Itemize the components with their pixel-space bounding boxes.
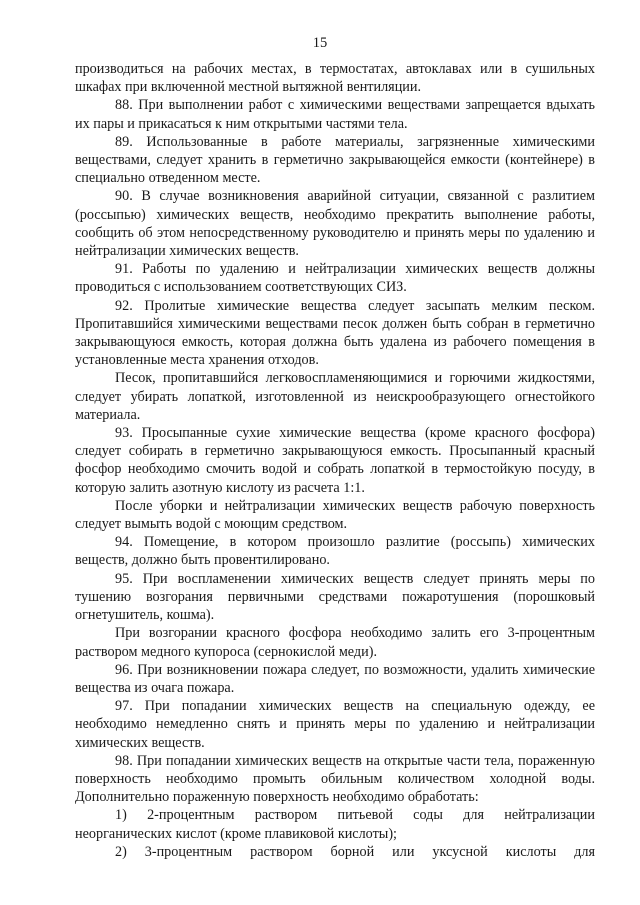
paragraph: 90. В случае возникновения аварийной ситуации, связанной с разлитием (россыпью) химических веществ, необходимо прекратить выполнение работы, сообщить об этом непосредственному руководителю и принять меры по удалению и нейтрализации химических веществ.	[75, 188, 595, 260]
paragraph: 89. Использованные в работе материалы, загрязненные химическими веществами, следует хранить в герметично закрывающейся емкости (контейнере) в специально отведенном месте.	[75, 133, 595, 187]
paragraph: 97. При попадании химических веществ на специальную одежду, ее необходимо немедленно снять и принять меры по удалению и нейтрализации химических веществ.	[75, 698, 595, 751]
paragraph: 92. Пролитые химические вещества следует засыпать мелким песком. Пропитавшийся химическими веществами песок должен быть собран в герметично закрывающуюся емкость, которая должна быть удалена из рабочего помещения в установленные места хранения отходов.	[75, 297, 595, 369]
paragraph: 94. Помещение, в котором произошло разлитие (россыпь) химических веществ, должно быть провентилировано.	[75, 534, 595, 569]
paragraph: 98. При попадании химических веществ на открытые части тела, пораженную поверхность необходимо промыть обильным количеством холодной воды. Дополнительно пораженную поверхность необходимо обработать:	[75, 752, 595, 806]
paragraph: 88. При выполнении работ с химическими веществами запрещается вдыхать их пары и прикасаться к ним открытыми частями тела.	[75, 97, 595, 132]
page-number: 15	[312, 35, 328, 51]
list-item: 1) 2-процентным раствором питьевой соды для нейтрализации неорганических кислот (кроме плавиковой кислоты);	[75, 807, 595, 842]
paragraph: 91. Работы по удалению и нейтрализации химических веществ должны проводиться с использованием соответствующих СИЗ.	[75, 261, 595, 296]
list-item: 2) 3-процентным раствором борной или уксусной кислоты для	[115, 843, 595, 860]
paragraph: При возгорании красного фосфора необходимо залить его 3-процентным раствором медного купороса (сернокислой меди).	[75, 625, 595, 660]
paragraph: 93. Просыпанные сухие химические вещества (кроме красного фосфора) следует собирать в герметично закрывающуюся емкость. Просыпанный красный фосфор необходимо смочить водой и собрать лопаткой в термостойкую посуду, в которую залить азотную кислоту из расчета 1:1.	[75, 425, 595, 496]
paragraph-continuation: производиться на рабочих местах, в термостатах, автоклавах или в сушильных шкафах при включенной местной вытяжной вентиляции.	[75, 61, 595, 96]
paragraph: Песок, пропитавшийся легковоспламеняющимися и горючими жидкостями, следует убирать лопаткой, изготовленной из неискрообразующего огнестойкого материала.	[75, 370, 595, 423]
paragraph: 95. При воспламенении химических веществ следует принять меры по тушению возгорания первичными средствами пожаротушения (порошковый огнетушитель, кошма).	[75, 570, 595, 624]
document-body	[75, 60, 595, 861]
paragraph: После уборки и нейтрализации химических веществ рабочую поверхность следует вымыть водой с моющим средством.	[75, 497, 595, 533]
paragraph: 96. При возникновении пожара следует, по возможности, удалить химические вещества из очага пожара.	[75, 661, 595, 696]
